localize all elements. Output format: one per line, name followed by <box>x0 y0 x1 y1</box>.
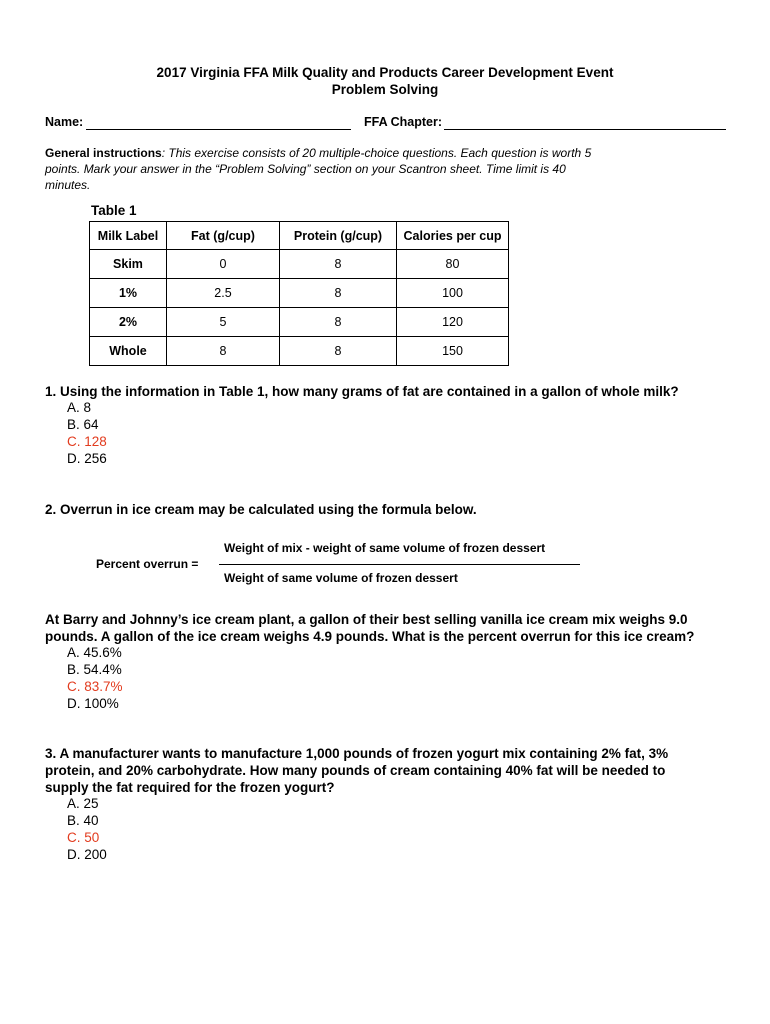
table-row <box>90 250 509 279</box>
question-3-line-3: supply the fat required for the frozen yogurt? <box>45 780 335 795</box>
name-label: Name: <box>45 115 84 129</box>
fraction-line <box>219 564 580 565</box>
formula-numerator: Weight of mix - weight of same volume of frozen dessert <box>224 541 546 555</box>
table-cell: 8 <box>167 337 280 366</box>
table-cell: 100 <box>397 279 509 308</box>
q1-option-b[interactable]: B. 64 <box>67 417 99 432</box>
table-cell: 80 <box>397 250 509 279</box>
q2-option-a[interactable]: A. 45.6% <box>67 645 122 660</box>
table-row <box>90 308 509 337</box>
table-title: Table 1 <box>91 203 137 218</box>
general-instructions <box>45 145 645 193</box>
row-label: 1% <box>90 279 167 308</box>
q1-option-d[interactable]: D. 256 <box>67 451 107 466</box>
q1-option-c-correct[interactable]: C. 128 <box>67 434 107 449</box>
table-cell: 0 <box>167 250 280 279</box>
question-3-line-2: protein, and 20% carbohydrate. How many pounds of cream containing 40% fat will be needed to <box>45 763 666 778</box>
q2-option-b[interactable]: B. 54.4% <box>67 662 122 677</box>
table-cell: 8 <box>280 279 397 308</box>
chapter-label: FFA Chapter: <box>364 115 443 129</box>
header-milk-label: Milk Label <box>90 222 167 250</box>
formula-label: Percent overrun = <box>96 557 199 571</box>
instructions-text-3: minutes. <box>45 178 91 192</box>
table-cell: 8 <box>280 250 397 279</box>
q1-option-a[interactable]: A. 8 <box>67 400 92 415</box>
table-header-row <box>90 222 509 250</box>
chapter-field-line[interactable] <box>444 129 726 130</box>
header-calories: Calories per cup <box>397 222 509 250</box>
instructions-text-2: points. Mark your answer in the “Problem Solving” section on your Scantron sheet. Time limit is 40 <box>45 162 566 176</box>
row-label: Whole <box>90 337 167 366</box>
formula-denominator: Weight of same volume of frozen dessert <box>224 571 458 585</box>
q3-option-a[interactable]: A. 25 <box>67 796 99 811</box>
table-cell: 8 <box>280 337 397 366</box>
table-cell: 8 <box>280 308 397 337</box>
milk-table <box>89 221 509 366</box>
q3-option-b[interactable]: B. 40 <box>67 813 99 828</box>
table-cell: 5 <box>167 308 280 337</box>
table-cell: 150 <box>397 337 509 366</box>
table-row <box>90 279 509 308</box>
row-label: Skim <box>90 250 167 279</box>
page-subtitle: Problem Solving <box>331 82 439 97</box>
header-fat: Fat (g/cup) <box>167 222 280 250</box>
instructions-text-1: : This exercise consists of 20 multiple-choice questions. Each question is worth 5 <box>161 146 592 160</box>
table-cell: 2.5 <box>167 279 280 308</box>
page-title: 2017 Virginia FFA Milk Quality and Products Career Development Event <box>156 65 614 80</box>
row-label: 2% <box>90 308 167 337</box>
question-2-body-2: pounds. A gallon of the ice cream weighs 4.9 pounds. What is the percent overrun for this ice cream? <box>45 629 695 644</box>
q2-option-d[interactable]: D. 100% <box>67 696 119 711</box>
table-cell: 120 <box>397 308 509 337</box>
header-protein: Protein (g/cup) <box>280 222 397 250</box>
instructions-label: General instructions <box>45 146 162 160</box>
question-1: 1. Using the information in Table 1, how many grams of fat are contained in a gallon of whole milk? <box>45 384 679 399</box>
q3-option-c-correct[interactable]: C. 50 <box>67 830 100 845</box>
q3-option-d[interactable]: D. 200 <box>67 847 107 862</box>
question-2: 2. Overrun in ice cream may be calculated using the formula below. <box>45 502 477 517</box>
q2-option-c-correct[interactable]: C. 83.7% <box>67 679 123 694</box>
table-row <box>90 337 509 366</box>
question-2-body-1: At Barry and Johnny’s ice cream plant, a gallon of their best selling vanilla ice cream mix weighs 9.0 <box>45 612 688 627</box>
name-field-line[interactable] <box>86 129 351 130</box>
question-3-line-1: 3. A manufacturer wants to manufacture 1,000 pounds of frozen yogurt mix containing 2% fat, 3% <box>45 746 669 761</box>
